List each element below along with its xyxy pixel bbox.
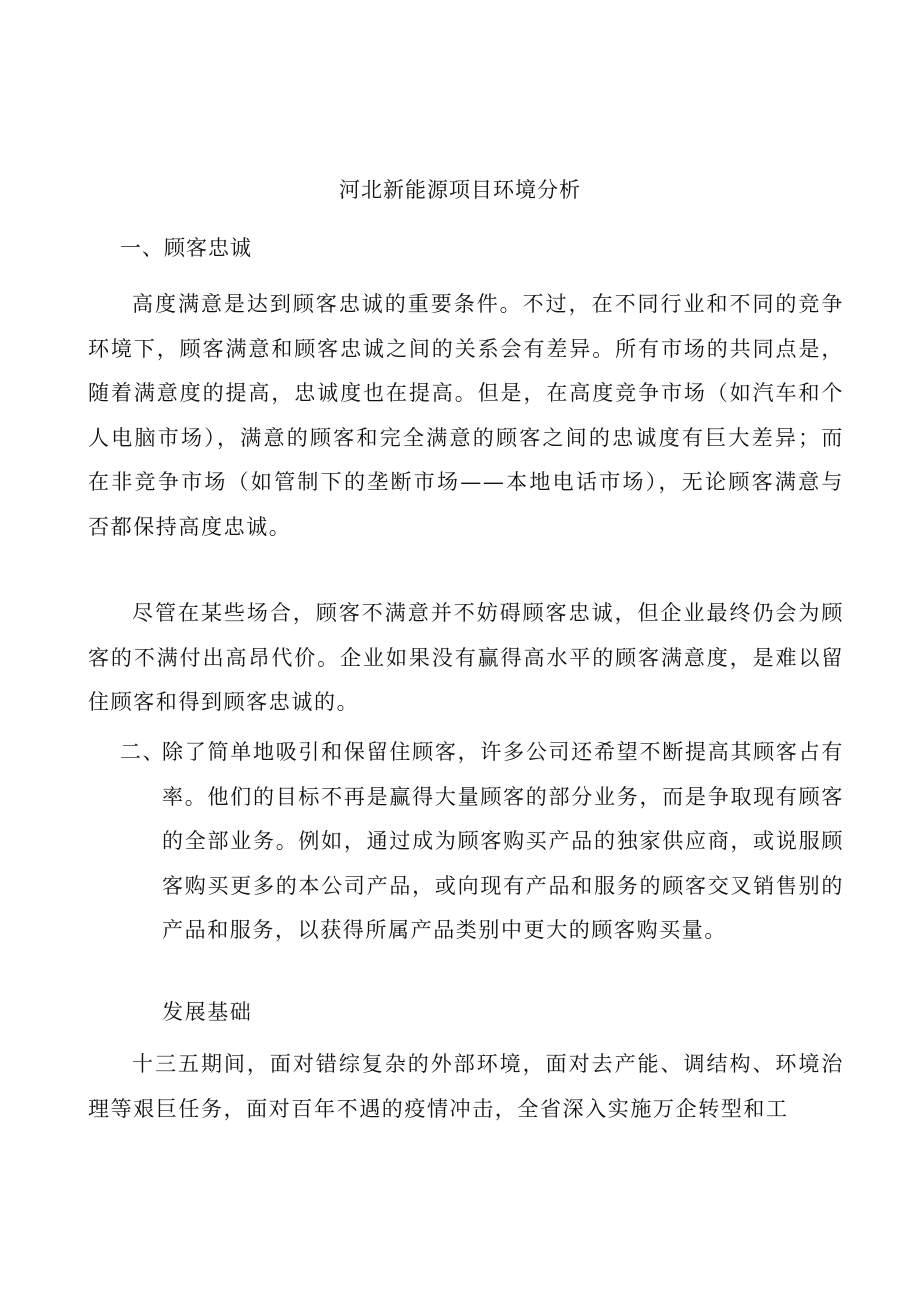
- numbered-item-two: [120, 730, 844, 953]
- paragraph-satisfaction-loyalty: 高度满意是达到顾客忠诚的重要条件。不过，在不同行业和不同的竞争环境下，顾客满意和顾客忠诚之间的关系会有差异。所有市场的共同点是，随着满意度的提高，忠诚度也在提高。但是，在高度竞争市场（如汽车和个人电脑市场），满意的顾客和完全满意的顾客之间的忠诚度有巨大差异；而在非竞争市场（如管制下的垄断市场——本地电话市场），无论顾客满意与否都保持高度忠诚。: [88, 292, 844, 539]
- numbered-item-text: 除了简单地吸引和保留住顾客，许多公司还希望不断提高其顾客占有率。他们的目标不再是赢得大量顾客的部分业务，而是争取现有顾客的全部业务。例如，通过成为顾客购买产品的独家供应商，或说服顾客购买更多的本公司产品，或向现有产品和服务的顾客交叉销售别的产品和服务，以获得所属产品类别中更大的顾客购买量。: [162, 740, 844, 942]
- section-heading-customer-loyalty: 一、顾客忠诚: [120, 236, 252, 260]
- paragraph-13th-five-year: 十三五期间，面对错综复杂的外部环境，面对去产能、调结构、环境治理等艰巨任务，面对百年不遇的疫情冲击，全省深入实施万企转型和工: [88, 1052, 844, 1121]
- subheading-development-basis: 发展基础: [162, 1000, 253, 1024]
- paragraph-dissatisfaction-cost: 尽管在某些场合，顾客不满意并不妨碍顾客忠诚，但企业最终仍会为顾客的不满付出高昂代价。企业如果没有赢得高水平的顾客满意度，是难以留住顾客和得到顾客忠诚的。: [88, 601, 844, 714]
- document-title: 河北新能源项目环境分析: [339, 178, 581, 202]
- list-number: 二、: [120, 740, 166, 764]
